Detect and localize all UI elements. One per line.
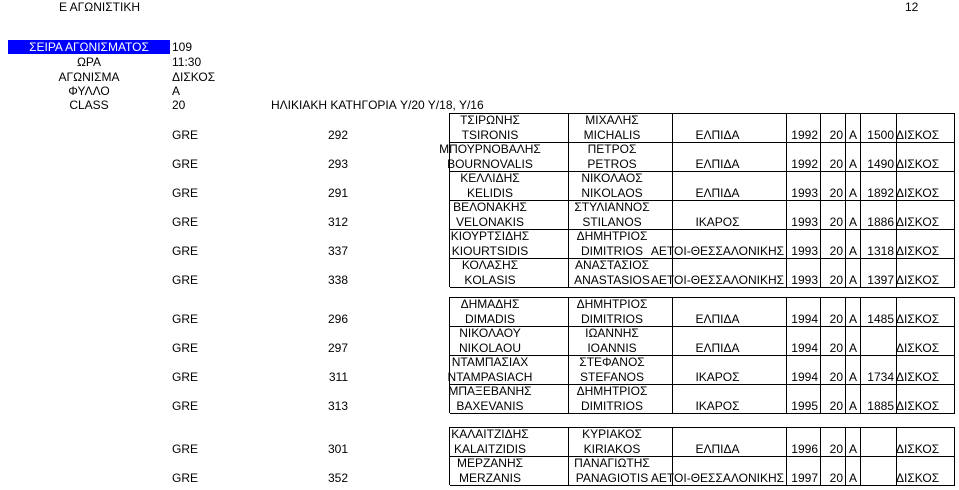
class-cell: 20 [829,244,843,258]
birth-year-cell: 1996 [791,442,818,456]
class-cell: 20 [829,157,843,171]
club-cell: ΕΛΠΙΔΑ [695,186,740,200]
surname-greek-cell: ΚΟΛΑΣΗΣ [461,258,519,272]
mark-cell: 1886 [867,215,894,229]
event-cell: ΔΙΣΚΟΣ [896,128,940,142]
sex-cell: Α [848,442,857,456]
mark-cell: 1318 [867,244,894,258]
surname-greek-cell: ΚΙΟΥΡΤΣΙΔΗΣ [450,229,530,243]
class-cell: 20 [829,128,843,142]
country-cell: GRE [172,370,199,384]
row-divider [450,413,955,414]
sex-cell: Α [848,244,857,258]
athlete-number-cell: 312 [327,215,348,229]
birth-year-cell: 1993 [791,273,818,287]
athlete-number-cell: 337 [327,244,348,258]
mark-cell: 1885 [867,399,894,413]
surname-latin-cell: KELIDIS [466,186,514,200]
sex-cell: Α [848,215,857,229]
country-cell: GRE [172,442,199,456]
athlete-number-cell: 291 [327,186,348,200]
firstname-latin-cell: PANAGIOTIS [575,471,649,485]
country-cell: GRE [172,244,199,258]
club-cell: ΙΚΑΡΟΣ [695,215,740,229]
firstname-latin-cell: ANASTASIOS [574,273,650,287]
firstname-greek-cell: ΣΤΥΛΙΑΝΝΟΣ [574,200,650,214]
series-value: 109 [172,40,193,54]
firstname-latin-cell: STEFANOS [579,370,644,384]
birth-year-cell: 1994 [791,370,818,384]
firstname-greek-cell: ΠΕΤΡΟΣ [587,142,637,156]
surname-latin-cell: MERZANIS [458,471,521,485]
birth-year-cell: 1993 [791,186,818,200]
athlete-number-cell: 292 [327,128,348,142]
surname-greek-cell: ΜΠΟΥΡΝΟΒΑΛΗΣ [439,142,541,156]
surname-latin-cell: KALAITZIDIS [453,442,527,456]
birth-year-cell: 1994 [791,312,818,326]
country-cell: GRE [172,312,199,326]
sex-cell: Α [848,128,857,142]
firstname-latin-cell: NIKOLAOS [581,186,643,200]
firstname-greek-cell: ΔΗΜΗΤΡΙΟΣ [576,384,648,398]
club-cell: ΑΕΤΟΙ-ΘΕΣΣΑΛΟΝΙΚΗΣ [650,244,785,258]
athlete-number-cell: 311 [328,370,348,384]
surname-greek-cell: ΝΙΚΟΛΑΟΥ [459,326,521,340]
time-value: 11:30 [172,55,202,69]
club-cell: ΕΛΠΙΔΑ [695,312,740,326]
club-cell: ΑΕΤΟΙ-ΘΕΣΣΑΛΟΝΙΚΗΣ [650,273,785,287]
firstname-latin-cell: MICHALIS [583,128,641,142]
club-cell: ΕΛΠΙΔΑ [695,442,740,456]
firstname-greek-cell: ΠΑΝΑΓΙΩΤΗΣ [574,456,650,470]
birth-year-cell: 1992 [791,157,818,171]
class-cell: 20 [829,215,843,229]
surname-latin-cell: DIMADIS [464,312,515,326]
mark-cell: 1892 [867,186,894,200]
country-cell: GRE [172,157,199,171]
firstname-latin-cell: IOANNIS [587,341,637,355]
country-cell: GRE [172,341,199,355]
page-number: 12 [905,0,919,14]
surname-greek-cell: ΝΤΑΜΠΑΣΙΑΧ [451,355,529,369]
athlete-number-cell: 297 [327,341,348,355]
athlete-number-cell: 352 [327,471,348,485]
sex-cell: Α [848,471,857,485]
class-cell: 20 [829,442,843,456]
surname-greek-cell: ΚΕΛΛΙΔΗΣ [460,171,520,185]
athlete-number-cell: 338 [327,273,348,287]
firstname-latin-cell: DIMITRIOS [581,312,643,326]
firstname-greek-cell: ΙΩΑΝΝΗΣ [585,326,639,340]
birth-year-cell: 1992 [791,128,818,142]
club-cell: ΕΛΠΙΔΑ [695,341,740,355]
surname-latin-cell: NTAMPASIACH [447,370,533,384]
firstname-latin-cell: PETROS [587,157,637,171]
country-cell: GRE [172,399,199,413]
firstname-greek-cell: ΝΙΚΟΛΑΟΣ [581,171,643,185]
age-category-value: Υ/20 Υ/18, Υ/16 [400,98,484,112]
age-category-label: ΗΛΙΚΙΑΚΗ ΚΑΤΗΓΟΡΙΑ [271,98,397,112]
row-divider [450,287,955,288]
mark-cell: 1500 [867,128,894,142]
sex-cell: Α [848,186,857,200]
surname-latin-cell: KOLASIS [464,273,516,287]
event-cell: ΔΙΣΚΟΣ [896,215,940,229]
gender-label: ΦΥΛΛΟ [68,84,110,98]
gender-value: Α [172,84,181,98]
surname-latin-cell: KIOURTSIDIS [451,244,529,258]
class-cell: 20 [829,273,843,287]
mark-cell: 1490 [867,157,894,171]
class-cell: 20 [829,399,843,413]
surname-greek-cell: ΒΕΛΟΝΑΚΗΣ [453,200,527,214]
sex-cell: Α [848,273,857,287]
event-cell: ΔΙΣΚΟΣ [896,312,940,326]
class-value: 20 [172,98,186,112]
event-cell: ΔΙΣΚΟΣ [896,273,940,287]
mark-cell: 1397 [867,273,894,287]
surname-latin-cell: VELONAKIS [455,215,525,229]
club-cell: ΙΚΑΡΟΣ [695,370,740,384]
firstname-greek-cell: ΔΗΜΗΤΡΙΟΣ [576,297,648,311]
firstname-latin-cell: KIRIAKOS [583,442,641,456]
firstname-greek-cell: ΜΙΧΑΛΗΣ [585,113,639,127]
club-cell: ΕΛΠΙΔΑ [695,128,740,142]
surname-greek-cell: ΜΕΡΖΑΝΗΣ [456,456,524,470]
class-cell: 20 [829,471,843,485]
country-cell: GRE [172,128,199,142]
event-cell: ΔΙΣΚΟΣ [896,442,940,456]
firstname-greek-cell: ΣΤΕΦΑΝΟΣ [579,355,645,369]
event-cell: ΔΙΣΚΟΣ [896,370,940,384]
class-cell: 20 [829,186,843,200]
birth-year-cell: 1993 [791,215,818,229]
event-value: ΔΙΣΚΟΣ [172,70,216,84]
series-label: ΣΕΙΡΑ ΑΓΩΝΙΣΜΑΤΟΣ [8,40,170,54]
mark-cell: 1734 [867,370,894,384]
club-cell: ΕΛΠΙΔΑ [695,157,740,171]
time-label: ΩΡΑ [76,55,102,69]
surname-latin-cell: BAXEVANIS [456,399,524,413]
surname-greek-cell: ΜΠΑΞΕΒΑΝΗΣ [448,384,532,398]
country-cell: GRE [172,471,199,485]
country-cell: GRE [172,186,199,200]
sex-cell: Α [848,341,857,355]
athlete-number-cell: 301 [327,442,348,456]
sheet-title: Ε ΑΓΩΝΙΣΤΙΚΗ [59,0,141,14]
surname-latin-cell: TSIRONIS [461,128,519,142]
birth-year-cell: 1994 [791,341,818,355]
country-cell: GRE [172,215,199,229]
birth-year-cell: 1997 [791,471,818,485]
class-cell: 20 [829,312,843,326]
class-cell: 20 [829,370,843,384]
row-divider [450,485,955,486]
event-cell: ΔΙΣΚΟΣ [896,157,940,171]
event-cell: ΔΙΣΚΟΣ [896,399,940,413]
event-cell: ΔΙΣΚΟΣ [896,471,940,485]
event-cell: ΔΙΣΚΟΣ [896,186,940,200]
club-cell: ΙΚΑΡΟΣ [695,399,740,413]
sex-cell: Α [848,157,857,171]
sex-cell: Α [848,370,857,384]
athlete-number-cell: 313 [327,399,348,413]
country-cell: GRE [172,273,199,287]
surname-latin-cell: NIKOLAOU [458,341,521,355]
athlete-number-cell: 296 [327,312,348,326]
firstname-latin-cell: DIMITRIOS [581,244,643,258]
event-cell: ΔΙΣΚΟΣ [896,244,940,258]
firstname-greek-cell: ΔΗΜΗΤΡΙΟΣ [576,229,648,243]
event-cell: ΔΙΣΚΟΣ [896,341,940,355]
club-cell: ΑΕΤΟΙ-ΘΕΣΣΑΛΟΝΙΚΗΣ [650,471,785,485]
sex-cell: Α [848,312,857,326]
firstname-latin-cell: DIMITRIOS [581,399,643,413]
sex-cell: Α [848,399,857,413]
surname-latin-cell: BOURNOVALIS [447,157,533,171]
mark-cell: 1485 [867,312,894,326]
firstname-latin-cell: STILANOS [582,215,642,229]
firstname-greek-cell: ΑΝΑΣΤΑΣΙΟΣ [574,258,650,272]
surname-greek-cell: ΚΑΛΑΙΤΖΙΔΗΣ [451,427,529,441]
class-cell: 20 [829,341,843,355]
birth-year-cell: 1995 [791,399,818,413]
birth-year-cell: 1993 [791,244,818,258]
firstname-greek-cell: ΚΥΡΙΑΚΟΣ [582,427,642,441]
class-label: CLASS [69,98,109,112]
athlete-number-cell: 293 [327,157,348,171]
event-label: ΑΓΩΝΙΣΜΑ [58,70,120,84]
surname-greek-cell: ΔΗΜΑΔΗΣ [460,297,520,311]
surname-greek-cell: ΤΣΙΡΩΝΗΣ [460,113,520,127]
